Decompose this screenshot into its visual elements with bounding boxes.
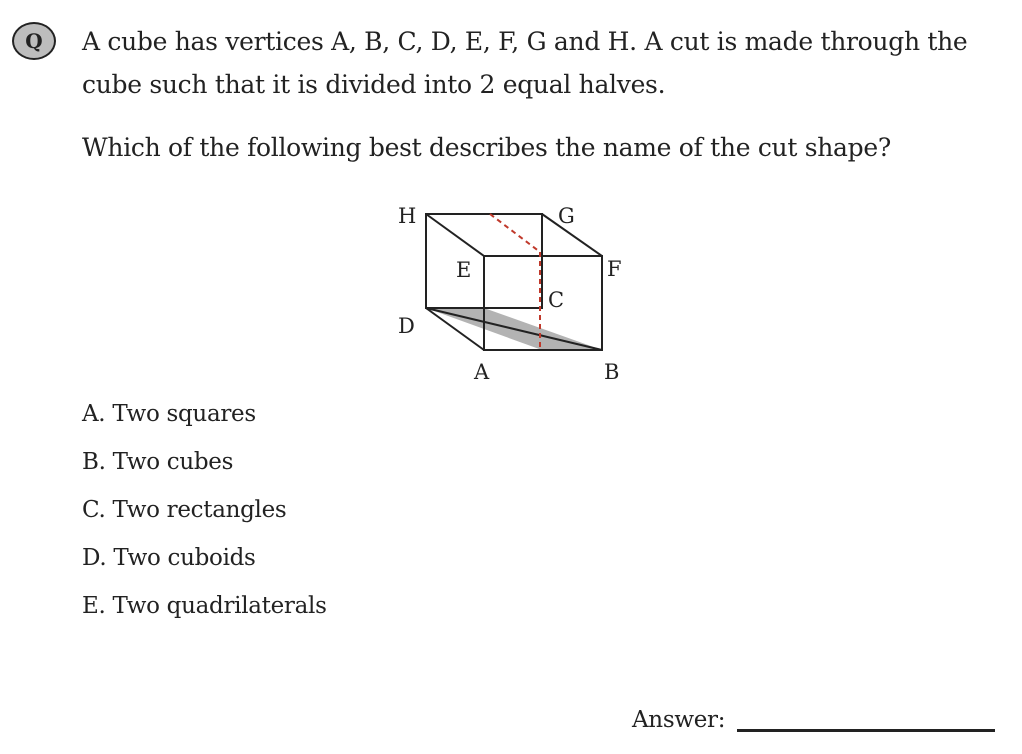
vertex-label-f: F bbox=[607, 257, 622, 281]
vertex-label-e: E bbox=[456, 258, 472, 282]
answer-options bbox=[82, 390, 327, 630]
vertex-label-h: H bbox=[398, 204, 417, 228]
option-b[interactable]: B. Two cubes bbox=[82, 449, 234, 475]
vertex-label-d: D bbox=[398, 314, 415, 338]
cube-diagram bbox=[380, 196, 640, 392]
option-e[interactable]: E. Two quadrilaterals bbox=[82, 593, 327, 619]
cut-line-top bbox=[490, 214, 540, 252]
question-badge: Q bbox=[12, 22, 56, 60]
vertex-label-b: B bbox=[604, 360, 620, 384]
answer-label: Answer: bbox=[632, 707, 726, 733]
question-line-2: cube such that it is divided into 2 equal halves. bbox=[82, 70, 666, 99]
vertex-label-c: C bbox=[548, 288, 565, 312]
answer-blank-line[interactable] bbox=[737, 729, 995, 732]
answer-area bbox=[632, 702, 995, 738]
base-diagonal bbox=[426, 308, 602, 350]
cube-figure bbox=[380, 196, 640, 392]
question-text bbox=[82, 20, 982, 106]
question-prompt: Which of the following best describes the name of the cut shape? bbox=[82, 133, 891, 162]
option-c[interactable]: C. Two rectangles bbox=[82, 497, 287, 523]
vertex-label-a: A bbox=[474, 360, 490, 384]
option-a[interactable]: A. Two squares bbox=[82, 401, 256, 427]
option-d[interactable]: D. Two cuboids bbox=[82, 545, 256, 571]
question-line-1: A cube has vertices A, B, C, D, E, F, G and H. A cut is made through the bbox=[82, 27, 968, 56]
vertex-label-g: G bbox=[558, 204, 575, 228]
edge-h-e bbox=[426, 214, 484, 256]
